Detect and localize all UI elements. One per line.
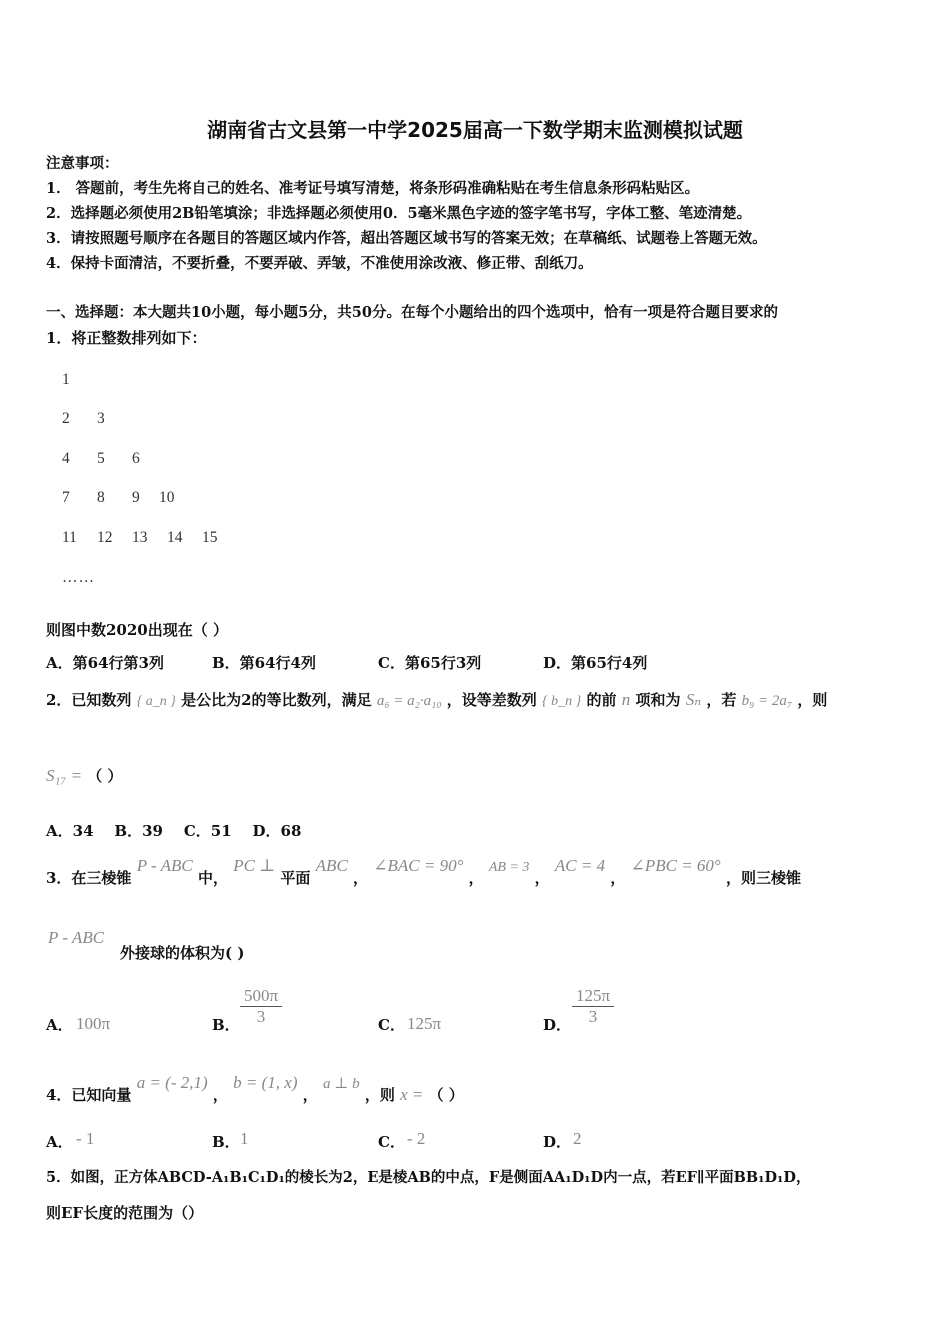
q4-option-a: - 1	[76, 1129, 95, 1148]
tri-cell: 11	[62, 529, 77, 546]
q2-text: ，若	[706, 691, 737, 709]
tri-cell: 1	[62, 371, 70, 388]
note-item-3: 3．请按照题号顺序在各题目的答题区域内作答，超出答题区域书写的答案无效；在草稿纸、试题卷上答题无效。	[46, 230, 767, 247]
tri-cell: 5	[97, 450, 105, 467]
tri-cell: 9	[132, 489, 140, 506]
section-heading: 一、选择题：本大题共10小题，每小题5分，共50分。在每个小题给出的四个选项中，恰有一项是符合题目要求的	[46, 304, 778, 321]
q2-text: 项和为	[635, 691, 681, 709]
q4-vector-b: b = (1, x)	[233, 1073, 298, 1092]
q3-option-d-fraction	[572, 986, 614, 1027]
q5-stem-2: 则EF长度的范围为（）	[46, 1204, 204, 1222]
q3-pabc: P - ABC	[136, 856, 193, 875]
q3-ac: AC = 4	[554, 856, 606, 875]
fraction-numerator: 500π	[240, 986, 282, 1007]
q3-option-d-label: D．	[543, 1016, 572, 1034]
q3-pbc: ∠PBC = 60°	[630, 856, 721, 875]
q1-option-b: B．第64行4列	[212, 654, 316, 672]
q2-paren: （ ）	[87, 767, 123, 785]
q3-text: ，	[353, 869, 369, 887]
q2-seq-b: { b_n }	[542, 694, 582, 709]
q3-option-a-label: A．	[46, 1016, 73, 1034]
q3-text: 3．在三棱锥	[46, 869, 132, 887]
q2-seq-a: { a_n }	[136, 694, 176, 709]
q2-stem	[46, 689, 827, 710]
q2-s17: S₁₇ =	[46, 766, 83, 785]
q4-option-b-label: B．	[212, 1133, 240, 1151]
q3-option-b-fraction	[240, 986, 282, 1027]
q3-abc: ABC	[315, 856, 348, 875]
q2-cond1: a₆ = a₂·a₁₀	[376, 693, 442, 709]
q4-option-b: 1	[240, 1129, 249, 1148]
tri-cell: 10	[159, 489, 175, 506]
q1-question: 则图中数2020出现在（ ）	[46, 621, 228, 639]
tri-cell: 12	[97, 529, 113, 546]
q1-stem: 1．将正整数排列如下：	[46, 329, 207, 347]
q3-option-c-label: C．	[378, 1016, 405, 1034]
fraction-denominator: 3	[588, 1007, 598, 1026]
q3-stem	[46, 855, 801, 887]
q4-vector-a: a = (- 2,1)	[136, 1073, 208, 1092]
q3-text: ，	[468, 869, 484, 887]
q4-text: ，	[212, 1086, 228, 1104]
tri-cell: 2	[62, 410, 70, 427]
q3-text: ，	[534, 869, 550, 887]
q5-stem: 5．如图，正方体ABCD-A₁B₁C₁D₁的棱长为2，E是棱AB的中点，F是侧面AA₁D₁D内一点，若EF∥平面BB₁D₁D，	[46, 1169, 811, 1186]
tri-cell: 8	[97, 489, 105, 506]
q4-text: 4．已知向量	[46, 1086, 132, 1104]
note-item-1: 1． 答题前，考生先将自己的姓名、准考证号填写清楚，将条形码准确粘贴在考生信息条形码粘贴区。	[46, 180, 700, 197]
q4-option-a-label: A．	[46, 1133, 73, 1151]
q2-options: A．34 B．39 C．51 D．68	[46, 822, 302, 840]
q1-option-a: A．第64行第3列	[46, 654, 164, 672]
tri-cell: 13	[132, 529, 148, 546]
notes-heading: 注意事项：	[46, 155, 119, 172]
q3-text: 中，	[197, 869, 228, 887]
q3-ab: AB = 3	[488, 860, 530, 875]
fraction-denominator: 3	[256, 1007, 266, 1026]
note-item-4: 4．保持卡面清洁，不要折叠，不要弄破、弄皱，不准使用涂改液、修正带、刮纸刀。	[46, 255, 593, 272]
tri-ellipsis: ……	[62, 569, 95, 586]
q3-option-a: 100π	[76, 1014, 111, 1033]
q4-text: ，	[302, 1086, 318, 1104]
q1-option-d: D．第65行4列	[543, 654, 648, 672]
q4-option-c: - 2	[407, 1129, 426, 1148]
q2-text: 2．已知数列	[46, 691, 132, 709]
note-item-2: 2．选择题必须使用2B铅笔填涂；非选择题必须使用0．5毫米黑色字迹的签字笔书写，字体工整、笔迹清楚。	[46, 205, 752, 222]
q4-stem	[46, 1072, 464, 1104]
q4-paren: （ ）	[428, 1086, 464, 1104]
q2-text: 的前	[586, 691, 617, 709]
q4-option-d: 2	[573, 1129, 582, 1148]
page-title: 湖南省古文县第一中学2025届高一下数学期末监测模拟试题	[207, 118, 743, 142]
q3-text: 平面	[280, 869, 311, 887]
q3-pabc-2: P - ABC	[48, 928, 105, 947]
q4-perp: a ⊥ b	[322, 1076, 360, 1092]
q3-text: ，	[610, 869, 626, 887]
tri-cell: 7	[62, 489, 70, 506]
q4-x: x =	[400, 1085, 424, 1104]
q3-text: ，则三棱锥	[725, 869, 801, 887]
q2-sn: Sₙ	[685, 690, 702, 709]
fraction-numerator: 125π	[572, 986, 614, 1007]
q1-option-c: C．第65行3列	[378, 654, 482, 672]
tri-cell: 15	[202, 529, 218, 546]
tri-cell: 3	[97, 410, 105, 427]
q2-text: ，则	[797, 691, 828, 709]
q4-option-d-label: D．	[543, 1133, 572, 1151]
tri-cell: 6	[132, 450, 140, 467]
q2-text: ，设等差数列	[446, 691, 537, 709]
q2-cond2: b₉ = 2a₇	[741, 693, 793, 709]
q3-question: 外接球的体积为( )	[120, 944, 245, 962]
q4-text: ，则	[364, 1086, 395, 1104]
q3-bac: ∠BAC = 90°	[373, 856, 464, 875]
q4-option-c-label: C．	[378, 1133, 405, 1151]
q2-text: 是公比为2的等比数列，满足	[181, 691, 372, 709]
q2-n: n	[621, 690, 631, 709]
q3-option-b-label: B．	[212, 1016, 240, 1034]
q3-option-c: 125π	[407, 1014, 442, 1033]
tri-cell: 14	[167, 529, 183, 546]
q2-stem-2	[46, 765, 123, 786]
q3-pc: PC ⊥	[233, 856, 276, 875]
tri-cell: 4	[62, 450, 70, 467]
